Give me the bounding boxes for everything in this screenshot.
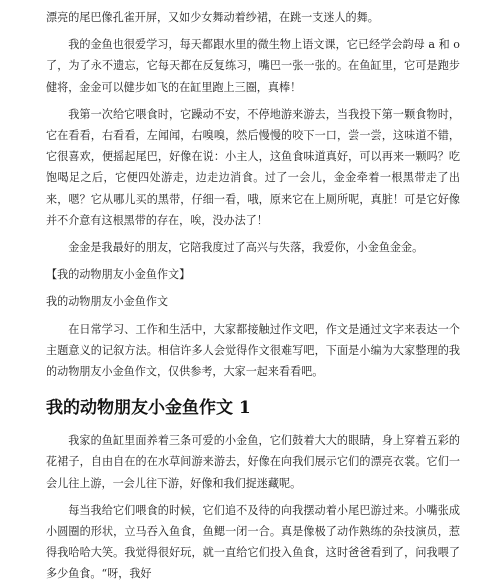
paragraph-friend: 金金是我最好的朋友，它陪我度过了高兴与失落，我爱你，小金鱼金金。 xyxy=(68,241,424,255)
section-title: 我的动物朋友小金鱼作文 1 xyxy=(46,398,251,419)
sub-title: 我的动物朋友小金鱼作文 xyxy=(46,295,169,309)
paragraph-learning: 我的金鱼也很爱学习，每天都跟水里的微生物上语文课，它已经学会韵母 a 和 o 了，为了永不遗忘，它每天都在反复练习，嘴巴一张一张的。在鱼缸里，它可是跑步健将，金金可以健步如飞的在缸里跑上三圈，真棒！ xyxy=(46,38,460,94)
paragraph-intro: 在日常学习、工作和生活中，大家都接触过作文吧，作文是通过文字来表达一个主题意义的记叙方法。相信许多人会觉得作文很难写吧，下面是小编为大家整理的我的动物朋友小金鱼作文，仅供参考，大家一起来看看吧。 xyxy=(46,322,460,379)
paragraph-feeding: 我第一次给它喂食时，它躁动不安，不停地游来游去，当我投下第一颗食物时，它在看看，右看看，左闻闻，右嗅嗅，然后慢慢的咬下一口，尝一尝，这味道不错，它很喜欢，便摇起尾巴，好像在说：小主人，这鱼食味道真好，可以再来一颗吗？吃饱喝足之后，它便四处游走，边走边消食。过了一会儿，金金牵着一根黑带走了出来，嗯？它从哪儿买的黑带，仔细一看，哦，原来它在上厕所呢，真脏！可是它好像并不介意有这根黑带的存在，唉，没办法了！ xyxy=(46,107,460,227)
paragraph-tail: 漂亮的尾巴像孔雀开屏，又如少女舞动着纱裙，在跳一支迷人的舞。 xyxy=(46,11,379,24)
paragraph-section-1: 我家的鱼缸里面养着三条可爱的小金鱼，它们鼓着大大的眼睛，身上穿着五彩的花裙子，自由自在的在水草间游来游去，好像在向我们展示它们的漂亮衣裳。它们一会儿往上游，一会儿往下游，好像和我们捉迷藏呢。 xyxy=(46,434,460,490)
bracket-title: 【我的动物朋友小金鱼作文】 xyxy=(46,268,191,282)
paragraph-section-2: 每当我给它们喂食的时候，它们追不及待的向我摆动着小尾巴游过来。小嘴张成小圆圈的形状，立马吞入鱼食，鱼鳃一闭一合。真是像极了动作熟练的杂技演员，惹得我哈哈大笑。我觉得很好玩，就一直给它们投入鱼食，这时爸爸看到了，问我喂了多少鱼食。“呀，我好 xyxy=(46,503,460,581)
